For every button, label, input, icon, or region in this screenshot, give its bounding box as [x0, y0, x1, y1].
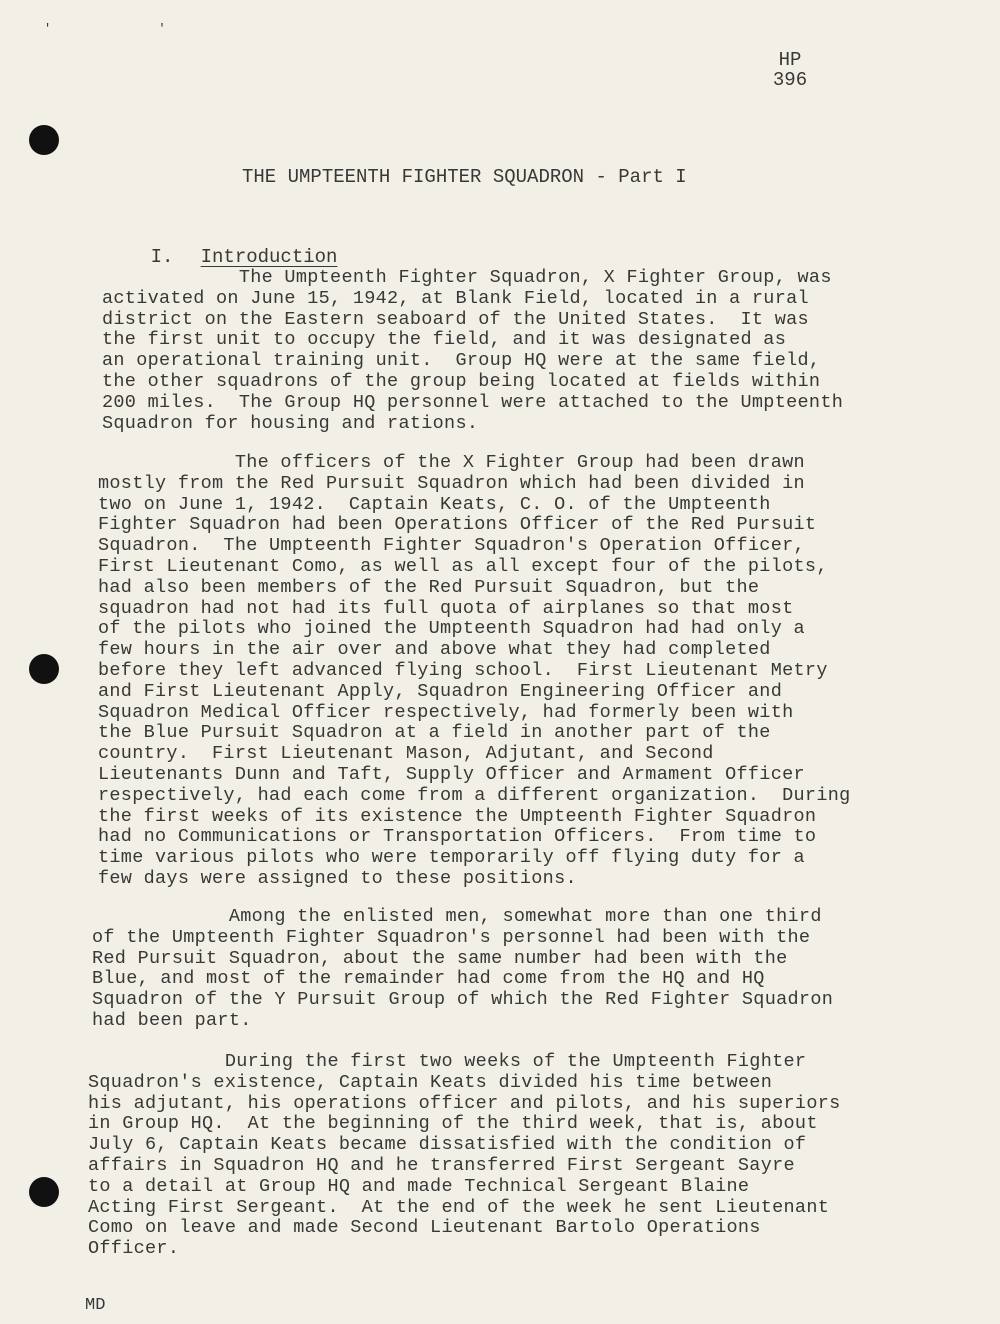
text-line: few hours in the air over and above what they had completed — [98, 639, 771, 661]
text-line: During the first two weeks of the Umpteenth Fighter — [88, 1051, 807, 1072]
text-line: respectively, had each come from a different organization. During — [98, 784, 851, 806]
text-line: mostly from the Red Pursuit Squadron which had been divided in — [98, 472, 805, 494]
text-line: before they left advanced flying school. First Lieutenant Metry — [98, 659, 828, 681]
paragraph-3 — [92, 907, 833, 1032]
text-line: two on June 1, 1942. Captain Keats, C. O. of the Umpteenth — [98, 493, 771, 515]
text-line: First Lieutenant Como, as well as all except four of the pilots, — [98, 555, 828, 577]
text-line: Squadron's existence, Captain Keats divided his time between — [88, 1071, 773, 1093]
text-line: Among the enlisted men, somewhat more than one third — [92, 906, 822, 927]
text-line: The Umpteenth Fighter Squadron, X Fighter Group, was — [102, 267, 832, 288]
text-line: the other squadrons of the group being located at fields within — [102, 370, 821, 392]
text-line: an operational training unit. Group HQ were at the same field, — [102, 350, 821, 372]
text-line: to a detail at Group HQ and made Technical Sergeant Blaine — [88, 1175, 750, 1197]
text-line: had no Communications or Transportation Officers. From time to — [98, 826, 817, 848]
text-line: affairs in Squadron HQ and he transferred First Sergeant Sayre — [88, 1154, 795, 1176]
text-line: Como on leave and made Second Lieutenant Bartolo Operations — [88, 1217, 761, 1239]
text-line: squadron had not had its full quota of airplanes so that most — [98, 597, 794, 619]
text-line: Squadron. The Umpteenth Fighter Squadron's Operation Officer, — [98, 535, 805, 557]
punch-hole-bottom — [29, 1177, 59, 1207]
paragraph-2 — [98, 453, 851, 890]
document-code-prefix: HP — [778, 49, 802, 71]
text-line: Officer. — [88, 1238, 180, 1260]
document-code-number: 396 — [772, 69, 808, 91]
text-line: Acting First Sergeant. At the end of the week he sent Lieutenant — [88, 1196, 830, 1218]
document-title: THE UMPTEENTH FIGHTER SQUADRON - Part I — [242, 166, 687, 188]
text-line: in Group HQ. At the beginning of the third week, that is, about — [88, 1113, 818, 1135]
text-line: had also been members of the Red Pursuit Squadron, but the — [98, 576, 760, 598]
text-line: the first unit to occupy the field, and it was designated as — [102, 329, 787, 351]
section-number: I. — [150, 246, 174, 268]
text-line: Blue, and most of the remainder had come from the HQ and HQ — [92, 968, 765, 990]
text-line: the first weeks of its existence the Umpteenth Fighter Squadron — [98, 805, 817, 827]
text-line: of the Umpteenth Fighter Squadron's personnel had been with the — [92, 926, 811, 948]
text-line: few days were assigned to these positions. — [98, 867, 577, 889]
text-line: had been part. — [92, 1009, 252, 1031]
paragraph-1 — [102, 268, 843, 434]
text-line: country. First Lieutenant Mason, Adjutant, and Second — [98, 743, 714, 765]
document-code — [770, 50, 810, 90]
text-line: Lieutenants Dunn and Taft, Supply Officer and Armament Officer — [98, 763, 805, 785]
text-line: Squadron for housing and rations. — [102, 412, 479, 434]
text-line: the Blue Pursuit Squadron at a field in another part of the — [98, 722, 771, 744]
punch-hole-middle — [29, 654, 59, 684]
text-line: The officers of the X Fighter Group had been drawn — [98, 452, 805, 473]
text-line: his adjutant, his operations officer and pilots, and his superiors — [88, 1092, 841, 1114]
text-line: activated on June 15, 1942, at Blank Field, located in a rural — [102, 287, 809, 309]
text-line: Squadron of the Y Pursuit Group of which the Red Fighter Squadron — [92, 989, 834, 1011]
text-line: Squadron Medical Officer respectively, had formerly been with — [98, 701, 794, 723]
corner-marks: ' ' — [44, 22, 216, 36]
text-line: July 6, Captain Keats became dissatisfied with the condition of — [88, 1134, 807, 1156]
text-line: Fighter Squadron had been Operations Officer of the Red Pursuit — [98, 514, 817, 536]
typist-initials: MD — [85, 1296, 106, 1315]
section-heading: Introduction — [200, 246, 338, 268]
text-line: district on the Eastern seaboard of the United States. It was — [102, 308, 809, 330]
paragraph-4 — [88, 1052, 841, 1260]
text-line: Red Pursuit Squadron, about the same number had been with the — [92, 947, 788, 969]
text-line: time various pilots who were temporarily off flying duty for a — [98, 847, 805, 869]
text-line: 200 miles. The Group HQ personnel were attached to the Umpteenth — [102, 391, 844, 413]
text-line: and First Lieutenant Apply, Squadron Engineering Officer and — [98, 680, 783, 702]
punch-hole-top — [29, 125, 59, 155]
text-line: of the pilots who joined the Umpteenth Squadron had had only a — [98, 618, 805, 640]
